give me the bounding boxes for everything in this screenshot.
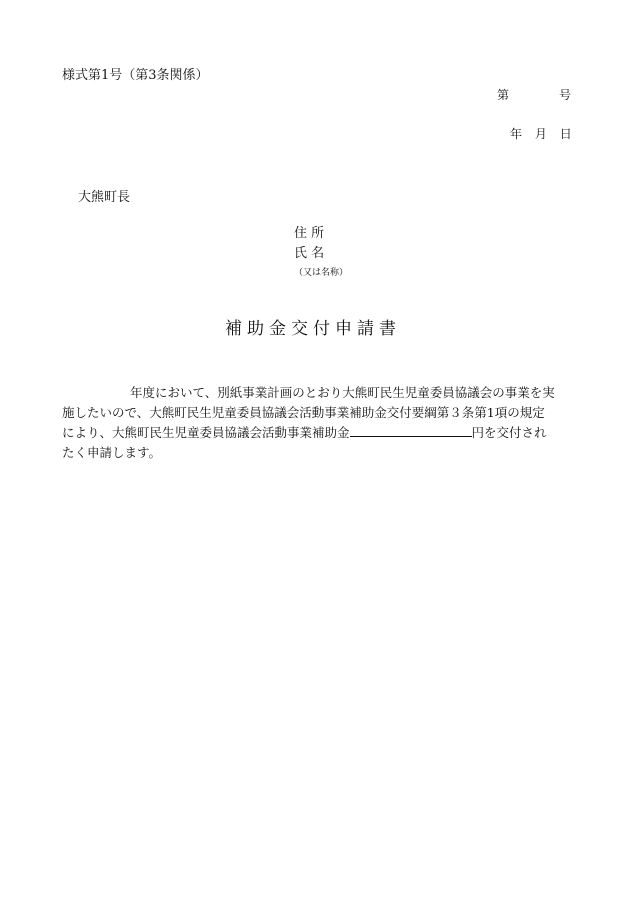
name-label: 氏 名	[294, 246, 325, 261]
doc-number-suffix: 号	[559, 88, 572, 102]
applicant-block	[294, 224, 348, 282]
date-year: 年	[510, 127, 523, 141]
body-line-4: たく申請します。	[62, 445, 162, 460]
body-line-1: 年度において、別紙事業計画のとおり大熊町民生児童委員協議会の事業を実	[130, 385, 555, 400]
name-note: （又は名称）	[294, 268, 349, 278]
document-number	[497, 86, 571, 103]
amount-blank	[350, 424, 472, 437]
doc-number-prefix: 第	[497, 88, 510, 102]
address-label: 住 所	[294, 226, 325, 241]
document-title: 補助金交付申請書	[225, 319, 401, 339]
date-day: 日	[559, 127, 572, 141]
body-line-3: により、大熊町民生児童委員協議会活動事業補助金 円を交付され	[62, 425, 547, 440]
form-number: 様式第1号（第3条関係）	[62, 68, 209, 83]
document-date	[510, 125, 572, 142]
addressee: 大熊町長	[78, 190, 131, 205]
date-month: 月	[534, 127, 547, 141]
body-text	[62, 383, 570, 463]
body-line-2: 施したいので、大熊町民生児童委員協議会活動事業補助金交付要綱第３条第1項の規定	[62, 405, 545, 420]
